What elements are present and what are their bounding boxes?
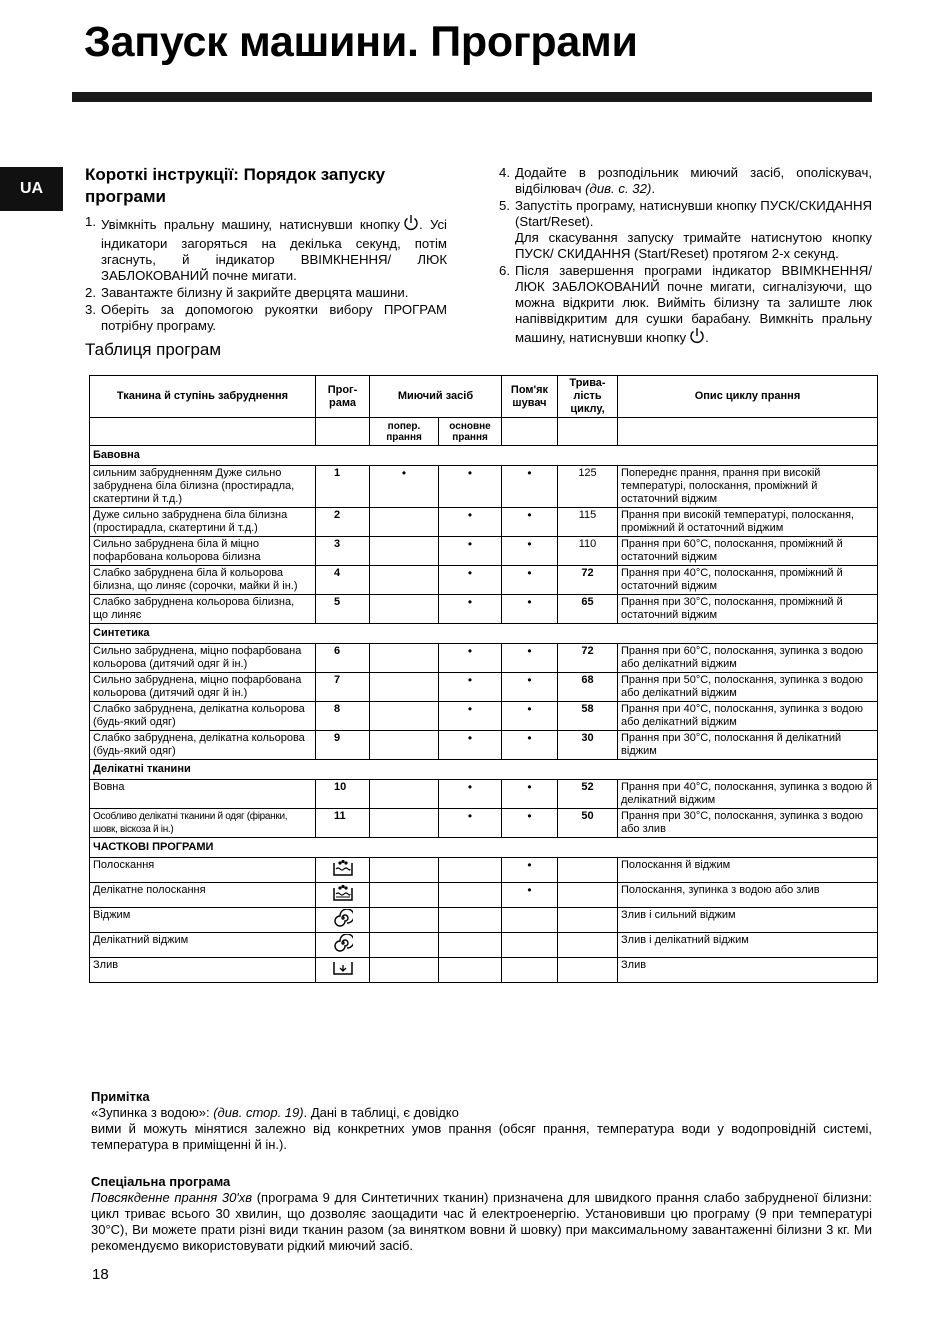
description-cell: Попереднє прання, прання при високій температурі, полоскання, проміжний й остаточний віджим xyxy=(618,466,878,508)
category-cotton: Бавовна xyxy=(90,446,878,466)
fabric-cell: Делікатне полоскання xyxy=(90,883,316,908)
prewash-cell xyxy=(370,508,439,537)
prewash-cell xyxy=(370,958,439,983)
softener-cell: • xyxy=(502,566,558,595)
step-5 xyxy=(499,198,872,262)
language-tab: UA xyxy=(0,167,63,211)
prewash-cell xyxy=(370,537,439,566)
program-icon-cell xyxy=(316,933,370,958)
mainwash-cell xyxy=(439,908,502,933)
program-cell: 4 xyxy=(316,566,370,595)
synthetic-rows xyxy=(90,644,878,760)
table-row xyxy=(90,958,878,983)
description-cell: Злив xyxy=(618,958,878,983)
step-text-cont: . Усі індикатори загоряться на декілька секунд, потім згаснуть, й індикатор ВВІМКНЕННЯ/ ЛЮК ЗАБЛОКОВАНИЙ почне мигати. xyxy=(101,217,447,283)
fabric-cell: Вовна xyxy=(90,780,316,809)
softener-cell: • xyxy=(502,595,558,624)
softener-cell: • xyxy=(502,702,558,731)
note-ref: (див. стор. 19) xyxy=(213,1105,304,1120)
header-fabric: Тканина й ступінь забруднення xyxy=(90,376,316,418)
note-text-a: . Дані в таблиці, є довідко xyxy=(303,1105,459,1120)
header-empty xyxy=(558,418,618,446)
duration-cell: 125 xyxy=(558,466,618,508)
program-table xyxy=(89,375,878,983)
category-row xyxy=(90,624,878,644)
step-text-cont: Для скасування запуску тримайте натиснутою кнопку ПУСК/ СКИДАННЯ (Start/Reset) протягом 2-х секунд. xyxy=(515,230,872,261)
rinse-icon xyxy=(332,868,354,880)
special-body: (програма 9 для Синтетичних тканин) призначена для швидкого прання слабо забрудненої білизни: цикл триває всього 30 хвилин, що дозволяє заощадити час й електроенергію. Установивши цю програму (9 при температурі 30°С), Ви можете прати різні види тканин разом (за винятком вовни й шовку) при максимальному завантаженні білизни 3 кг. Ми рекомендуємо використовувати рідкий миючий засіб. xyxy=(91,1190,872,1253)
table-row xyxy=(90,537,878,566)
softener-cell: • xyxy=(502,731,558,760)
duration-cell: 72 xyxy=(558,566,618,595)
duration-cell xyxy=(558,858,618,883)
duration-cell: 110 xyxy=(558,537,618,566)
table-row xyxy=(90,595,878,624)
partial-rows xyxy=(90,858,878,983)
step-1 xyxy=(85,214,447,284)
fabric-cell: Особливо делікатні тканини й одяг (фіранки, шовк, віскоза й ін.) xyxy=(90,809,316,838)
duration-cell: 115 xyxy=(558,508,618,537)
prewash-cell xyxy=(370,933,439,958)
program-cell: 8 xyxy=(316,702,370,731)
table-row xyxy=(90,644,878,673)
category-row xyxy=(90,838,878,858)
drain-icon xyxy=(332,968,354,980)
description-cell: Прання при 50°С, полоскання, зупинка з водою або делікатний віджим xyxy=(618,673,878,702)
mainwash-cell: • xyxy=(439,466,502,508)
prewash-cell xyxy=(370,883,439,908)
step-text: Завантажте білизну й закрийте дверцята машини. xyxy=(101,285,409,300)
category-partial: ЧАСТКОВІ ПРОГРАМИ xyxy=(90,838,878,858)
delicate-spin-icon xyxy=(333,943,353,955)
program-cell: 6 xyxy=(316,644,370,673)
special-name: Повсякденне прання 30'хв xyxy=(91,1190,253,1205)
softener-cell: • xyxy=(502,508,558,537)
fabric-cell: Слабко забруднена, делікатна кольорова (будь-який одяг) xyxy=(90,731,316,760)
prewash-cell xyxy=(370,809,439,838)
special-heading: Спеціальна програма xyxy=(91,1174,231,1189)
step-text: Оберіть за допомогою рукоятки вибору ПРОГРАМ потрібну програму. xyxy=(101,302,447,333)
table-row xyxy=(90,809,878,838)
prewash-cell xyxy=(370,731,439,760)
header-empty xyxy=(618,418,878,446)
duration-cell: 50 xyxy=(558,809,618,838)
program-icon-cell xyxy=(316,883,370,908)
prewash-cell xyxy=(370,858,439,883)
step-text: Увімкніть пральну машину, натиснувши кнопку xyxy=(101,217,400,232)
description-cell: Злив і делікатний віджим xyxy=(618,933,878,958)
fabric-cell: Делікатний віджим xyxy=(90,933,316,958)
table-row xyxy=(90,883,878,908)
prewash-cell xyxy=(370,673,439,702)
step-number: 5. xyxy=(499,198,510,213)
softener-cell xyxy=(502,933,558,958)
softener-cell xyxy=(502,908,558,933)
description-cell: Прання при 60°С, полоскання, проміжний й остаточний віджим xyxy=(618,537,878,566)
title-divider xyxy=(72,92,872,102)
instructions-right-column xyxy=(499,165,872,350)
softener-cell: • xyxy=(502,673,558,702)
mainwash-cell xyxy=(439,933,502,958)
softener-cell xyxy=(502,958,558,983)
duration-cell: 68 xyxy=(558,673,618,702)
program-icon-cell xyxy=(316,958,370,983)
mainwash-cell: • xyxy=(439,644,502,673)
page-number: 18 xyxy=(92,1266,109,1283)
step-6 xyxy=(499,263,872,349)
description-cell: Прання при 40°С, полоскання, зупинка з водою й делікатний віджим xyxy=(618,780,878,809)
table-row xyxy=(90,933,878,958)
fabric-cell: Сильно забруднена біла й міцно пофарбована кольорова білизна xyxy=(90,537,316,566)
table-row xyxy=(90,858,878,883)
fabric-cell: Віджим xyxy=(90,908,316,933)
description-cell: Прання при 30°С, полоскання, зупинка з водою або злив xyxy=(618,809,878,838)
program-cell: 7 xyxy=(316,673,370,702)
description-cell: Прання при 60°С, полоскання, зупинка з водою або делікатний віджим xyxy=(618,644,878,673)
softener-cell: • xyxy=(502,883,558,908)
table-row xyxy=(90,673,878,702)
prewash-cell xyxy=(370,644,439,673)
note-quote: «Зупинка з водою»: xyxy=(91,1105,214,1120)
step-text: Додайте в розподільник миючий засіб, ополіскувач, відбілювач xyxy=(515,165,872,196)
step-end: . xyxy=(705,330,709,345)
program-cell: 3 xyxy=(316,537,370,566)
fabric-cell: сильним забрудненням Дуже сильно забруднена біла білизна (простирадла, скатертини й т.д.) xyxy=(90,466,316,508)
mainwash-cell: • xyxy=(439,809,502,838)
step-number: 2. xyxy=(85,285,96,300)
delicate-rows xyxy=(90,780,878,838)
description-cell: Прання при високій температурі, полоскання, проміжний й остаточний віджим xyxy=(618,508,878,537)
duration-cell xyxy=(558,933,618,958)
description-cell: Злив і сильний віджим xyxy=(618,908,878,933)
fabric-cell: Сильно забруднена, міцно пофарбована кольорова (дитячий одяг й ін.) xyxy=(90,673,316,702)
header-mainwash: основне прання xyxy=(439,418,502,446)
fabric-cell: Полоскання xyxy=(90,858,316,883)
program-cell: 5 xyxy=(316,595,370,624)
duration-cell: 65 xyxy=(558,595,618,624)
steps-list-right xyxy=(499,165,872,349)
table-row xyxy=(90,508,878,537)
step-number: 6. xyxy=(499,263,510,278)
table-row xyxy=(90,908,878,933)
program-cell: 10 xyxy=(316,780,370,809)
step-number: 1. xyxy=(85,214,96,229)
program-cell: 11 xyxy=(316,809,370,838)
header-prewash: попер. прання xyxy=(370,418,439,446)
step-4 xyxy=(499,165,872,197)
step-ref: (див. с. 32) xyxy=(585,181,652,196)
spin-icon xyxy=(333,918,353,930)
program-icon-cell xyxy=(316,908,370,933)
duration-cell xyxy=(558,908,618,933)
instructions-left-column xyxy=(85,164,447,335)
program-cell: 2 xyxy=(316,508,370,537)
power-icon xyxy=(403,214,419,236)
softener-cell: • xyxy=(502,780,558,809)
program-cell: 9 xyxy=(316,731,370,760)
step-number: 3. xyxy=(85,302,96,317)
mainwash-cell xyxy=(439,958,502,983)
table-row xyxy=(90,731,878,760)
mainwash-cell: • xyxy=(439,566,502,595)
power-icon xyxy=(689,327,705,349)
category-synthetic: Синтетика xyxy=(90,624,878,644)
duration-cell: 58 xyxy=(558,702,618,731)
instructions-heading: Короткі інструкції: Порядок запуску програми xyxy=(85,165,386,206)
prewash-cell xyxy=(370,595,439,624)
duration-cell: 30 xyxy=(558,731,618,760)
table-row xyxy=(90,702,878,731)
duration-cell: 52 xyxy=(558,780,618,809)
mainwash-cell: • xyxy=(439,731,502,760)
mainwash-cell: • xyxy=(439,702,502,731)
duration-cell: 72 xyxy=(558,644,618,673)
softener-cell: • xyxy=(502,809,558,838)
fabric-cell: Слабко забруднена кольорова білизна, що линяє xyxy=(90,595,316,624)
note-section xyxy=(91,1089,872,1153)
step-end: . xyxy=(651,181,656,196)
step-number: 4. xyxy=(499,165,510,180)
fabric-cell: Дуже сильно забруднена біла білизна (простирадла, скатертини й т.д.) xyxy=(90,508,316,537)
description-cell: Прання при 30°С, полоскання й делікатний віджим xyxy=(618,731,878,760)
steps-list-left xyxy=(85,214,447,334)
softener-cell: • xyxy=(502,537,558,566)
header-description: Опис циклу прання xyxy=(618,376,878,418)
category-row xyxy=(90,760,878,780)
mainwash-cell: • xyxy=(439,537,502,566)
mainwash-cell: • xyxy=(439,673,502,702)
duration-cell xyxy=(558,883,618,908)
softener-cell: • xyxy=(502,858,558,883)
step-3 xyxy=(85,302,447,334)
page-title: Запуск машини. Програми xyxy=(84,18,638,66)
note-text xyxy=(91,1105,872,1121)
prewash-cell xyxy=(370,780,439,809)
header-duration: Трива-лість циклу, xyxy=(558,376,618,418)
softener-cell: • xyxy=(502,466,558,508)
mainwash-cell: • xyxy=(439,595,502,624)
table-row xyxy=(90,466,878,508)
prewash-cell xyxy=(370,702,439,731)
cotton-rows xyxy=(90,466,878,624)
description-cell: Прання при 40°С, полоскання, проміжний й остаточний віджим xyxy=(618,566,878,595)
mainwash-cell: • xyxy=(439,508,502,537)
header-empty xyxy=(90,418,316,446)
softener-cell: • xyxy=(502,644,558,673)
table-title: Таблиця програм xyxy=(85,340,222,359)
step-text: Після завершення програми індикатор ВВІМКНЕННЯ/ЛЮК ЗАБЛОКОВАНИЙ почне мигати, сигналізуючи, що можна відкрити люк. Вийміть білизну та залиште люк напіввідкритим для сушки барабану. Вимкніть пральну машину, натиснувши кнопку xyxy=(515,263,872,345)
header-softener: Пом'як шувач xyxy=(502,376,558,418)
fabric-cell: Злив xyxy=(90,958,316,983)
header-empty xyxy=(502,418,558,446)
category-row xyxy=(90,446,878,466)
note-text-b: вими й можуть мінятися залежно від конкретних умов прання (обсяг прання, температура води у водопровідній системі, температура в приміщенні й ін.). xyxy=(91,1121,872,1152)
header-program: Прог-рама xyxy=(316,376,370,418)
fabric-cell: Слабко забруднена біла й кольорова білизна, що линяє (сорочки, майки й ін.) xyxy=(90,566,316,595)
description-cell: Прання при 40°С, полоскання, зупинка з водою або делікатний віджим xyxy=(618,702,878,731)
prewash-cell xyxy=(370,566,439,595)
program-cell: 1 xyxy=(316,466,370,508)
special-text xyxy=(91,1190,872,1254)
fabric-cell: Сильно забруднена, міцно пофарбована кольорова (дитячий одяг й ін.) xyxy=(90,644,316,673)
mainwash-cell xyxy=(439,883,502,908)
prewash-cell: • xyxy=(370,466,439,508)
mainwash-cell xyxy=(439,858,502,883)
table-row xyxy=(90,780,878,809)
delicate-rinse-icon xyxy=(332,893,354,905)
header-detergent: Миючий засіб xyxy=(370,376,502,418)
description-cell: Полоскання й віджим xyxy=(618,858,878,883)
description-cell: Прання при 30°С, полоскання, проміжний й остаточний віджим xyxy=(618,595,878,624)
description-cell: Полоскання, зупинка з водою або злив xyxy=(618,883,878,908)
category-delicate: Делікатні тканини xyxy=(90,760,878,780)
special-section xyxy=(91,1174,872,1254)
fabric-cell: Слабко забруднена, делікатна кольорова (будь-який одяг) xyxy=(90,702,316,731)
prewash-cell xyxy=(370,908,439,933)
mainwash-cell: • xyxy=(439,780,502,809)
table-row xyxy=(90,566,878,595)
note-heading: Примітка xyxy=(91,1089,150,1104)
header-empty xyxy=(316,418,370,446)
step-text: Запустіть програму, натиснувши кнопку ПУСК/СКИДАННЯ (Start/Reset). xyxy=(515,198,872,229)
step-2 xyxy=(85,285,447,301)
program-icon-cell xyxy=(316,858,370,883)
duration-cell xyxy=(558,958,618,983)
